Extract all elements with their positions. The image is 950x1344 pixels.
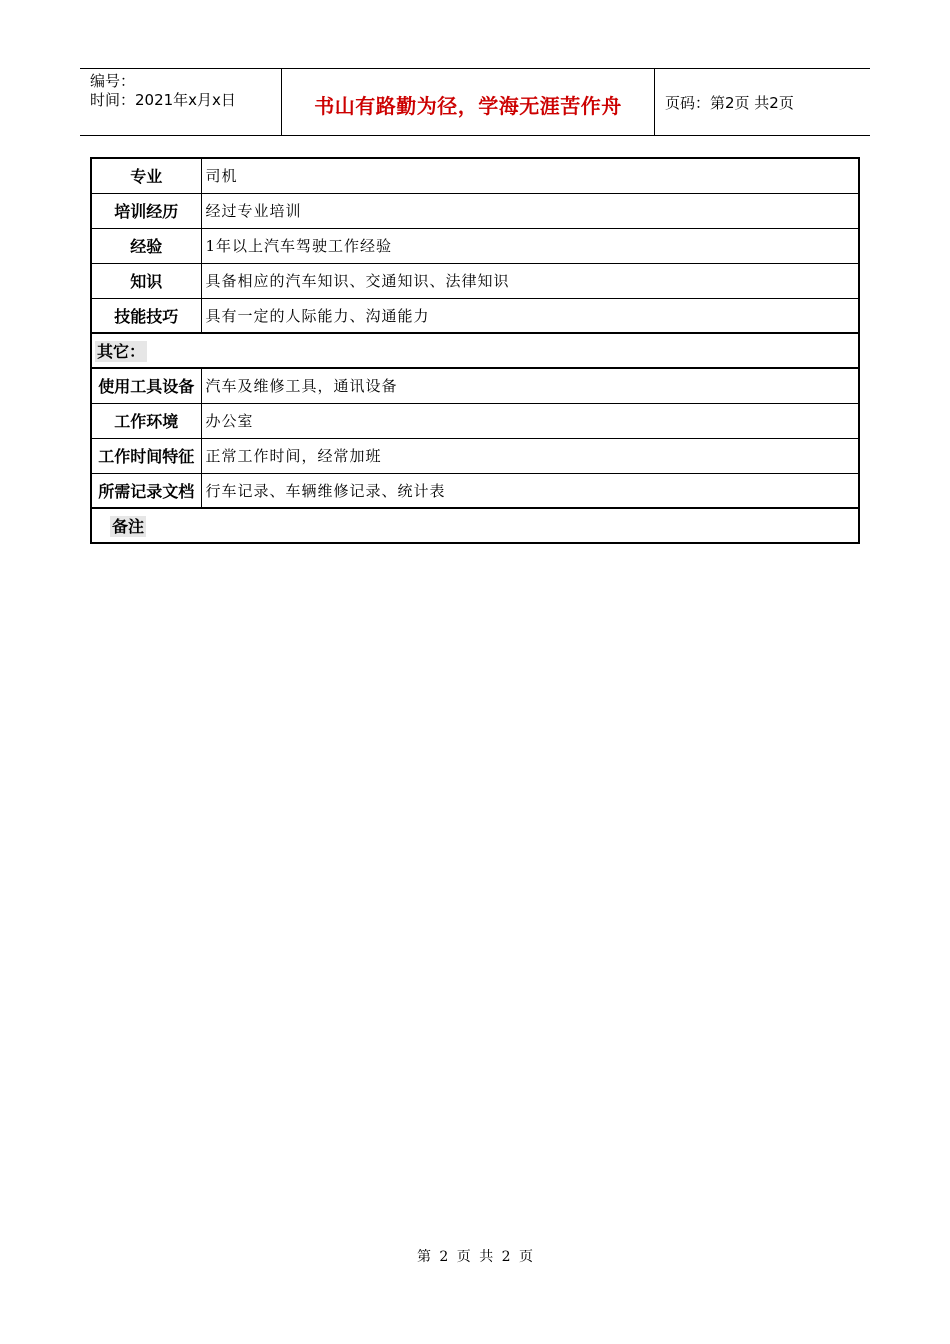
section-title: 其它： [97,342,146,361]
table-row [91,368,859,403]
page-header [80,68,870,136]
section-cell [91,333,859,368]
header-meta [80,69,282,135]
table-row [91,263,859,298]
row-label: 使用工具设备 [91,368,201,403]
row-value: 1年以上汽车驾驶工作经验 [201,228,859,263]
code-label: 编号： [90,72,136,90]
footer-page-number: 第 2 页 共 2 页 [416,1249,534,1265]
table-row [91,403,859,438]
remark-label: 备注 [112,517,145,536]
table-row [91,473,859,508]
row-value: 汽车及维修工具，通讯设备 [201,368,859,403]
row-label: 技能技巧 [91,298,201,333]
remark-row [91,508,859,543]
row-label: 知识 [91,263,201,298]
page-footer [0,1246,950,1266]
row-label: 工作时间特征 [91,438,201,473]
row-value: 正常工作时间，经常加班 [201,438,859,473]
row-label: 经验 [91,228,201,263]
table-row [91,193,859,228]
row-label: 培训经历 [91,193,201,228]
row-label: 专业 [91,158,201,193]
page-info-text: 页码：第2页 共2页 [665,93,794,112]
row-value: 具有一定的人际能力、沟通能力 [201,298,859,333]
table-row [91,438,859,473]
remark-cell [91,508,859,543]
header-page-info [655,69,870,135]
row-label: 所需记录文档 [91,473,201,508]
section-row [91,333,859,368]
row-label: 工作环境 [91,403,201,438]
row-value: 办公室 [201,403,859,438]
header-motto-cell [282,69,655,135]
table-row [91,298,859,333]
table-row [91,228,859,263]
row-value: 经过专业培训 [201,193,859,228]
row-value: 司机 [201,158,859,193]
table-row [91,158,859,193]
time-label: 时间：2021年x月x日 [90,91,236,109]
row-value: 行车记录、车辆维修记录、统计表 [201,473,859,508]
motto-text: 书山有路勤为径，学海无涯苦作舟 [314,93,622,118]
job-info-table [90,157,860,544]
row-value: 具备相应的汽车知识、交通知识、法律知识 [201,263,859,298]
